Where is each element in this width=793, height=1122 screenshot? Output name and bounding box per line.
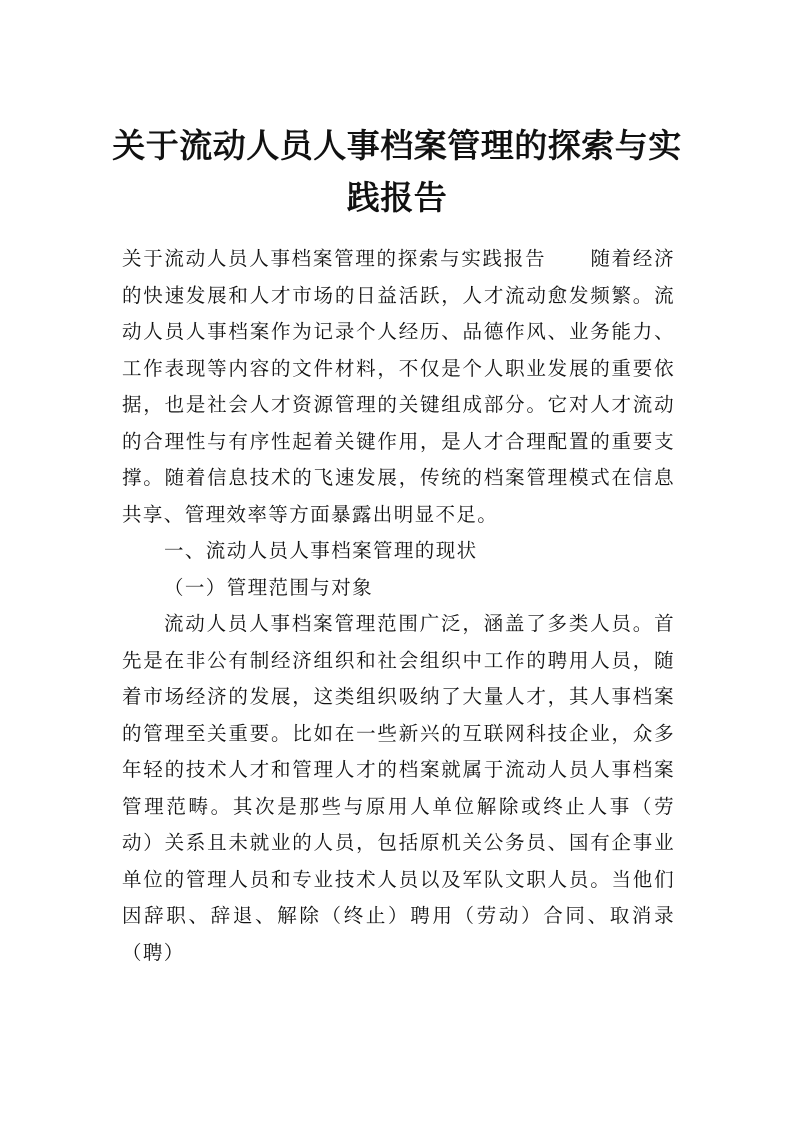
intro-paragraph <box>122 241 675 533</box>
intro-body: 随着经济的快速发展和人才市场的日益活跃，人才流动愈发频繁。流动人员人事档案作为记录个人经历、品德作风、业务能力、工作表现等内容的文件材料，不仅是个人职业发展的重要依据，也是社会人才资源管理的关键组成部分。它对人才流动的合理性与有序性起着关键作用，是人才合理配置的重要支撑。随着信息技术的飞速发展，传统的档案管理模式在信息共享、管理效率等方面暴露出明显不足。 <box>122 247 675 526</box>
scope-paragraph: 流动人员人事档案管理范围广泛，涵盖了多类人员。首先是在非公有制经济组织和社会组织中工作的聘用人员，随着市场经济的发展，这类组织吸纳了大量人才，其人事档案的管理至关重要。比如在一些新兴的互联网科技企业，众多年轻的技术人才和管理人才的档案就属于流动人员人事档案管理范畴。其次是那些与原用人单位解除或终止人事（劳动）关系且未就业的人员，包括原机关公务员、国有企事业单位的管理人员和专业技术人员以及军队文职人员。当他们因辞职、辞退、解除（终止）聘用（劳动）合同、取消录（聘） <box>122 612 675 964</box>
section-heading: 一、流动人员人事档案管理的现状 <box>164 539 478 562</box>
document-title: 关于流动人员人事档案管理的探索与实践报告 <box>112 126 682 217</box>
intro-lead: 关于流动人员人事档案管理的探索与实践报告 <box>122 247 547 270</box>
subsection-heading: （一）管理范围与对象 <box>164 575 374 599</box>
document-body <box>122 241 675 971</box>
